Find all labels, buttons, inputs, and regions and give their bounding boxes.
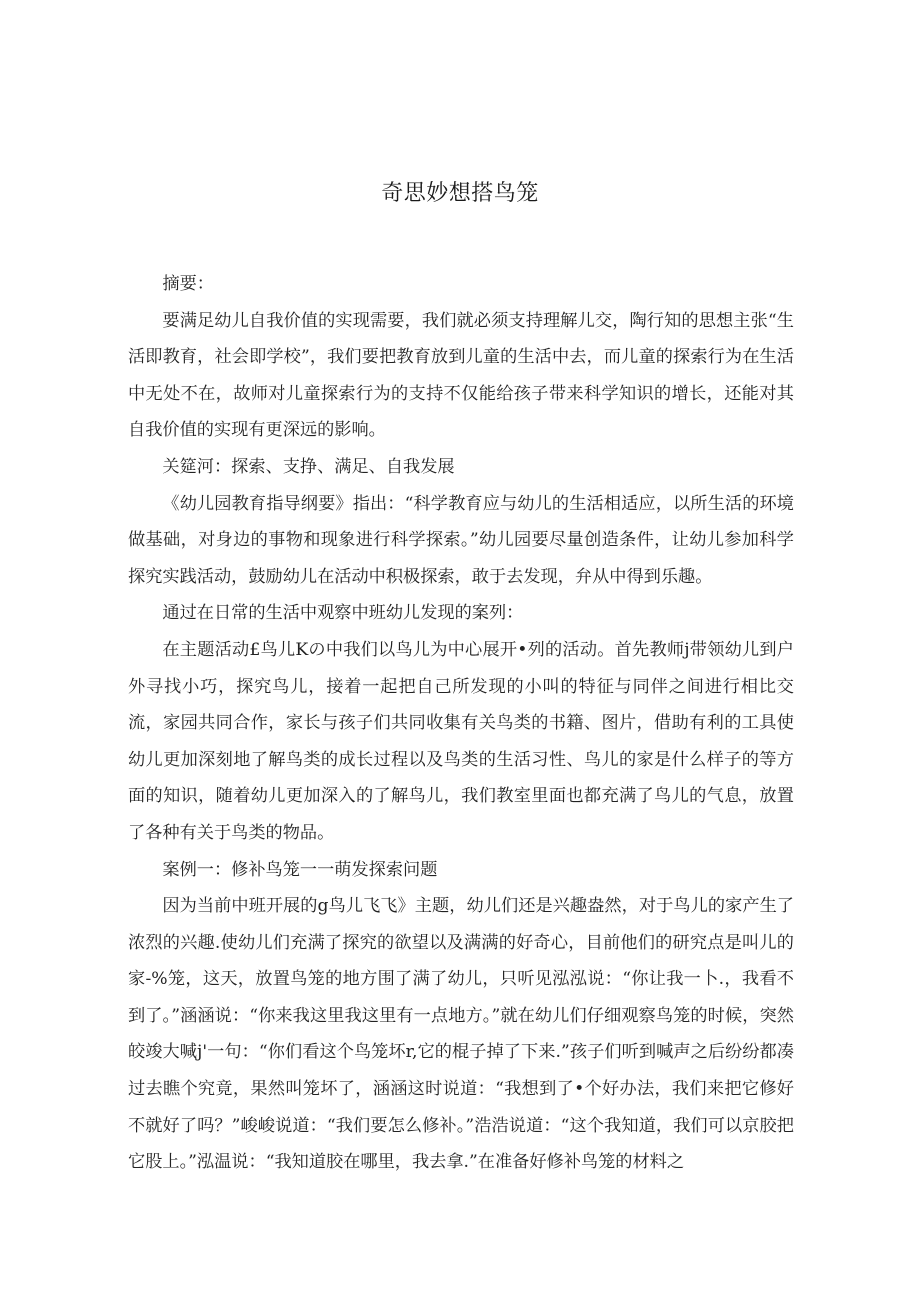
abstract-label: 摘要：: [162, 274, 214, 294]
document-body: [128, 266, 794, 1181]
case-intro-line: 通过在日常的生活中观察中班幼儿发现的案列：: [162, 603, 524, 624]
keywords-line: 关筵河：探索、支挣、满足、自我发展: [162, 456, 455, 477]
guideline-quote-paragraph: 《幼儿园教育指导纲要》指出：“科学教育应与幼儿的生活相适应，以所生活的环境做基础，对身边的事物和现象进行科学探索。”幼儿园要尽量创造条件，让幼儿参加科学探究实践活动，鼓励幼儿在活动中积极探索，敢于去发现，弁从中得到乐趣。: [128, 493, 794, 587]
document-title: 奇思妙想搭鸟笼: [381, 181, 539, 206]
theme-activity-paragraph: 在主题活动£鸟儿Kの中我们以鸟儿为中心展开•列的活动。首先教师j带领幼儿到户外寻找小巧，探究鸟儿，接着一起把自己所发现的小叫的特征与同伴之间进行相比交流，家园共同合作，家长与孩子们共同收集有关鸟类的书籍、图片，借助有利的工具使幼儿更加深刻地了解鸟类的成长过程以及鸟类的生活习性、鸟儿的家是什么样子的等方面的知识，随着幼儿更加深入的了解鸟儿，我们教室里面也都充满了鸟儿的气息，放置了各种有关于鸟类的物品。: [128, 639, 794, 843]
case-one-paragraph: 因为当前中班开展的g鸟儿飞飞》主题，幼儿们还是兴趣盎然，对于鸟儿的家产生了浓烈的兴趣.使幼儿们充满了探究的欲望以及满满的好奇心，目前他们的研究点是叫儿的家-%笼，这天，放置鸟笼的地方围了满了幼儿，只听见泓泓说：“你让我一卜.，我看不到了。”涵涵说：“你来我这里我这里有一点地方。”就在幼儿们仔细观察鸟笼的时候，突然皎竣大喊j'一句：“你们看这个鸟笼坏r,它的棍子掉了下来.”孩子们听到喊声之后纷纷都凑过去瞧个究竟，果然叫笼坏了，涵涵这时说道：“我想到了•个好办法，我们来把它修好不就好了吗？”峻峻说道：“我们要怎么修补。”浩浩说道：“这个我知道，我们可以京胶把它股上。”泓温说：“我知道胶在哪里，我去拿.”在准备好修补鸟笼的材料之: [128, 896, 794, 1173]
case-one-heading: 案例一：修补鸟笼一一萌发探索问题: [162, 859, 438, 880]
abstract-paragraph: 要满足幼儿自我价值的实现需要，我们就必须支持理解儿交，陶行知的思想主张“生活即教育，社会即学校”，我们要把教育放到儿童的生活中去，而儿童的探索行为在生活中无处不在，故师对儿童探索行为的支持不仅能给孩子带来科学知识的增长，还能对其自我价值的实现有更深远的影响。: [128, 310, 794, 441]
